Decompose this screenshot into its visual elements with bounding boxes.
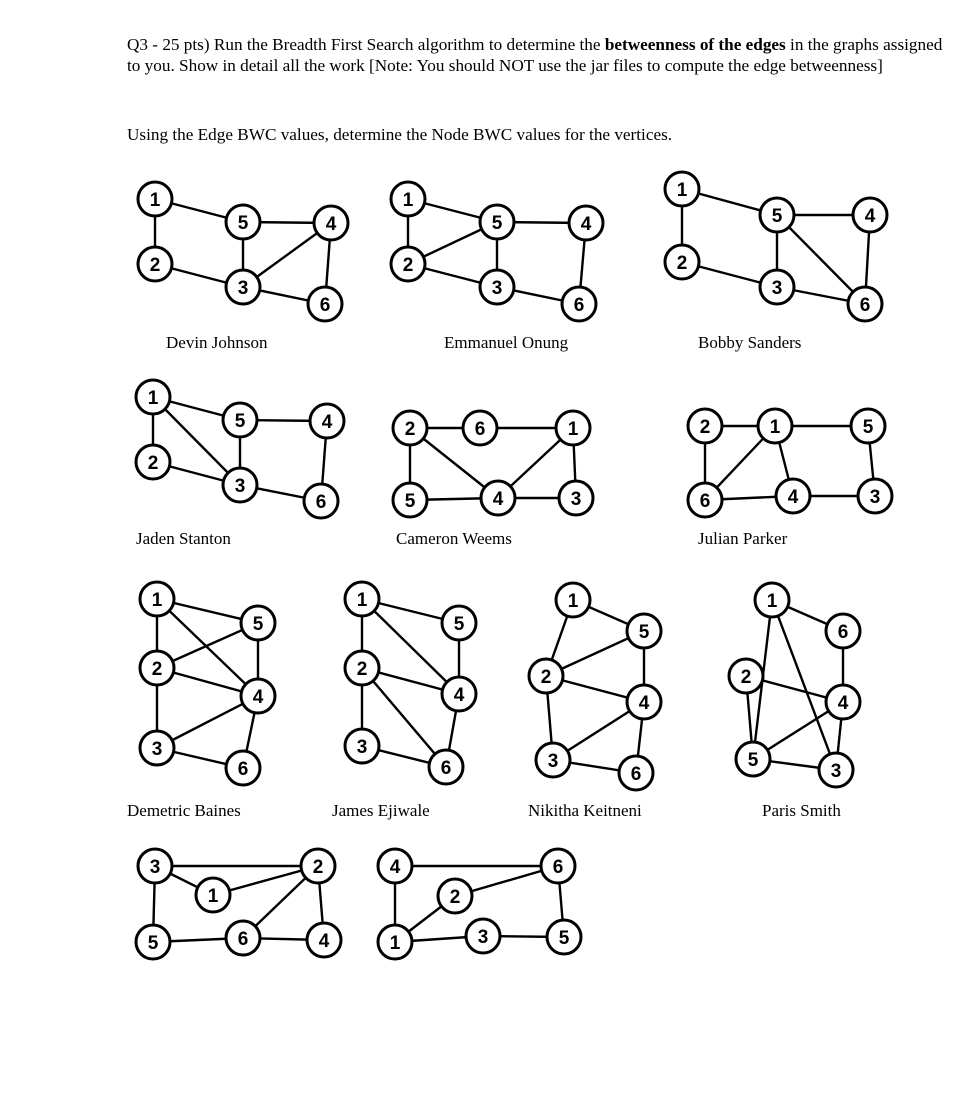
node-label-1: 1 xyxy=(567,591,579,612)
node-label-5: 5 xyxy=(234,411,246,432)
node-label-1: 1 xyxy=(769,417,781,438)
node-label-4: 4 xyxy=(787,487,799,508)
node-label-2: 2 xyxy=(449,887,461,908)
node-label-5: 5 xyxy=(147,933,159,954)
node-label-2: 2 xyxy=(740,667,752,688)
node-label-4: 4 xyxy=(864,206,876,227)
graph-1 xyxy=(138,182,348,352)
node-label-2: 2 xyxy=(147,453,159,474)
graph-11 xyxy=(136,849,341,959)
graph-8 xyxy=(332,582,476,820)
node-label-6: 6 xyxy=(237,759,249,780)
node-label-1: 1 xyxy=(389,933,401,954)
node-label-6: 6 xyxy=(859,295,871,316)
graph-name: Emmanuel Onung xyxy=(444,333,569,352)
node-label-3: 3 xyxy=(151,739,163,760)
graph-name: Demetric Baines xyxy=(127,801,241,820)
node-label-2: 2 xyxy=(356,659,368,680)
node-label-4: 4 xyxy=(837,693,849,714)
node-label-2: 2 xyxy=(676,253,688,274)
node-label-3: 3 xyxy=(830,761,842,782)
node-label-4: 4 xyxy=(492,489,504,510)
node-label-5: 5 xyxy=(404,491,416,512)
node-label-6: 6 xyxy=(474,419,486,440)
graph-name: Cameron Weems xyxy=(396,529,512,548)
graph-name: Jaden Stanton xyxy=(136,529,231,548)
graph-5 xyxy=(393,411,593,548)
graph-name: Bobby Sanders xyxy=(698,333,802,352)
node-label-3: 3 xyxy=(570,489,582,510)
graph-name: James Ejiwale xyxy=(332,801,430,820)
node-label-6: 6 xyxy=(552,857,564,878)
graph-10 xyxy=(729,583,860,820)
node-label-5: 5 xyxy=(747,750,759,771)
graph-name: Nikitha Keitneni xyxy=(528,801,642,820)
question-suffix: in the graphs assigned to you. Show in detail all the work [Note: You should NOT use the jar files to compute the edge betweenness] xyxy=(127,35,943,75)
node-label-2: 2 xyxy=(540,667,552,688)
node-label-3: 3 xyxy=(491,278,503,299)
question-instruction: Using the Edge BWC values, determine the Node BWC values for the vertices. xyxy=(127,125,673,144)
node-label-5: 5 xyxy=(453,614,465,635)
node-label-2: 2 xyxy=(151,659,163,680)
graph-2 xyxy=(391,182,603,352)
node-label-5: 5 xyxy=(252,614,264,635)
node-label-6: 6 xyxy=(319,295,331,316)
node-label-5: 5 xyxy=(491,213,503,234)
node-label-3: 3 xyxy=(869,487,881,508)
node-label-6: 6 xyxy=(699,491,711,512)
node-label-6: 6 xyxy=(573,295,585,316)
graph-7 xyxy=(127,582,275,820)
node-label-6: 6 xyxy=(315,492,327,513)
graph-3 xyxy=(665,172,887,352)
node-label-2: 2 xyxy=(402,255,414,276)
node-label-1: 1 xyxy=(567,419,579,440)
graph-4 xyxy=(136,380,344,548)
node-label-1: 1 xyxy=(147,388,159,409)
node-label-4: 4 xyxy=(453,685,465,706)
node-label-4: 4 xyxy=(389,857,401,878)
graph-9 xyxy=(528,583,661,820)
question-bold: betweenness of the edges xyxy=(604,35,786,54)
graph-name: Devin Johnson xyxy=(166,333,268,352)
node-label-6: 6 xyxy=(837,622,849,643)
node-label-2: 2 xyxy=(312,857,324,878)
node-label-4: 4 xyxy=(325,214,337,235)
graph-12 xyxy=(378,849,581,959)
node-label-3: 3 xyxy=(477,927,489,948)
graph-name: Julian Parker xyxy=(698,529,788,548)
graph-name: Paris Smith xyxy=(762,801,841,820)
node-label-6: 6 xyxy=(237,929,249,950)
node-label-6: 6 xyxy=(440,758,452,779)
node-label-3: 3 xyxy=(547,751,559,772)
node-label-5: 5 xyxy=(638,622,650,643)
node-label-5: 5 xyxy=(862,417,874,438)
node-label-1: 1 xyxy=(676,180,688,201)
question-prefix: Q3 - 25 pts) Run the Breadth First Search algorithm to determine the xyxy=(127,35,605,54)
node-label-6: 6 xyxy=(630,764,642,785)
node-label-1: 1 xyxy=(151,590,163,611)
node-label-5: 5 xyxy=(237,213,249,234)
node-label-3: 3 xyxy=(771,278,783,299)
node-label-1: 1 xyxy=(766,591,778,612)
node-label-4: 4 xyxy=(252,687,264,708)
node-label-1: 1 xyxy=(356,590,368,611)
node-label-4: 4 xyxy=(580,214,592,235)
graph-6 xyxy=(688,409,892,548)
node-label-1: 1 xyxy=(207,886,219,907)
node-label-5: 5 xyxy=(771,206,783,227)
node-label-5: 5 xyxy=(558,928,570,949)
node-label-2: 2 xyxy=(699,417,711,438)
node-label-4: 4 xyxy=(318,931,330,952)
node-label-2: 2 xyxy=(149,255,161,276)
node-label-1: 1 xyxy=(402,190,414,211)
node-label-4: 4 xyxy=(321,412,333,433)
node-label-3: 3 xyxy=(234,476,246,497)
node-label-3: 3 xyxy=(356,737,368,758)
node-label-3: 3 xyxy=(149,857,161,878)
node-label-4: 4 xyxy=(638,693,650,714)
node-label-3: 3 xyxy=(237,278,249,299)
node-label-1: 1 xyxy=(149,190,161,211)
node-label-2: 2 xyxy=(404,419,416,440)
